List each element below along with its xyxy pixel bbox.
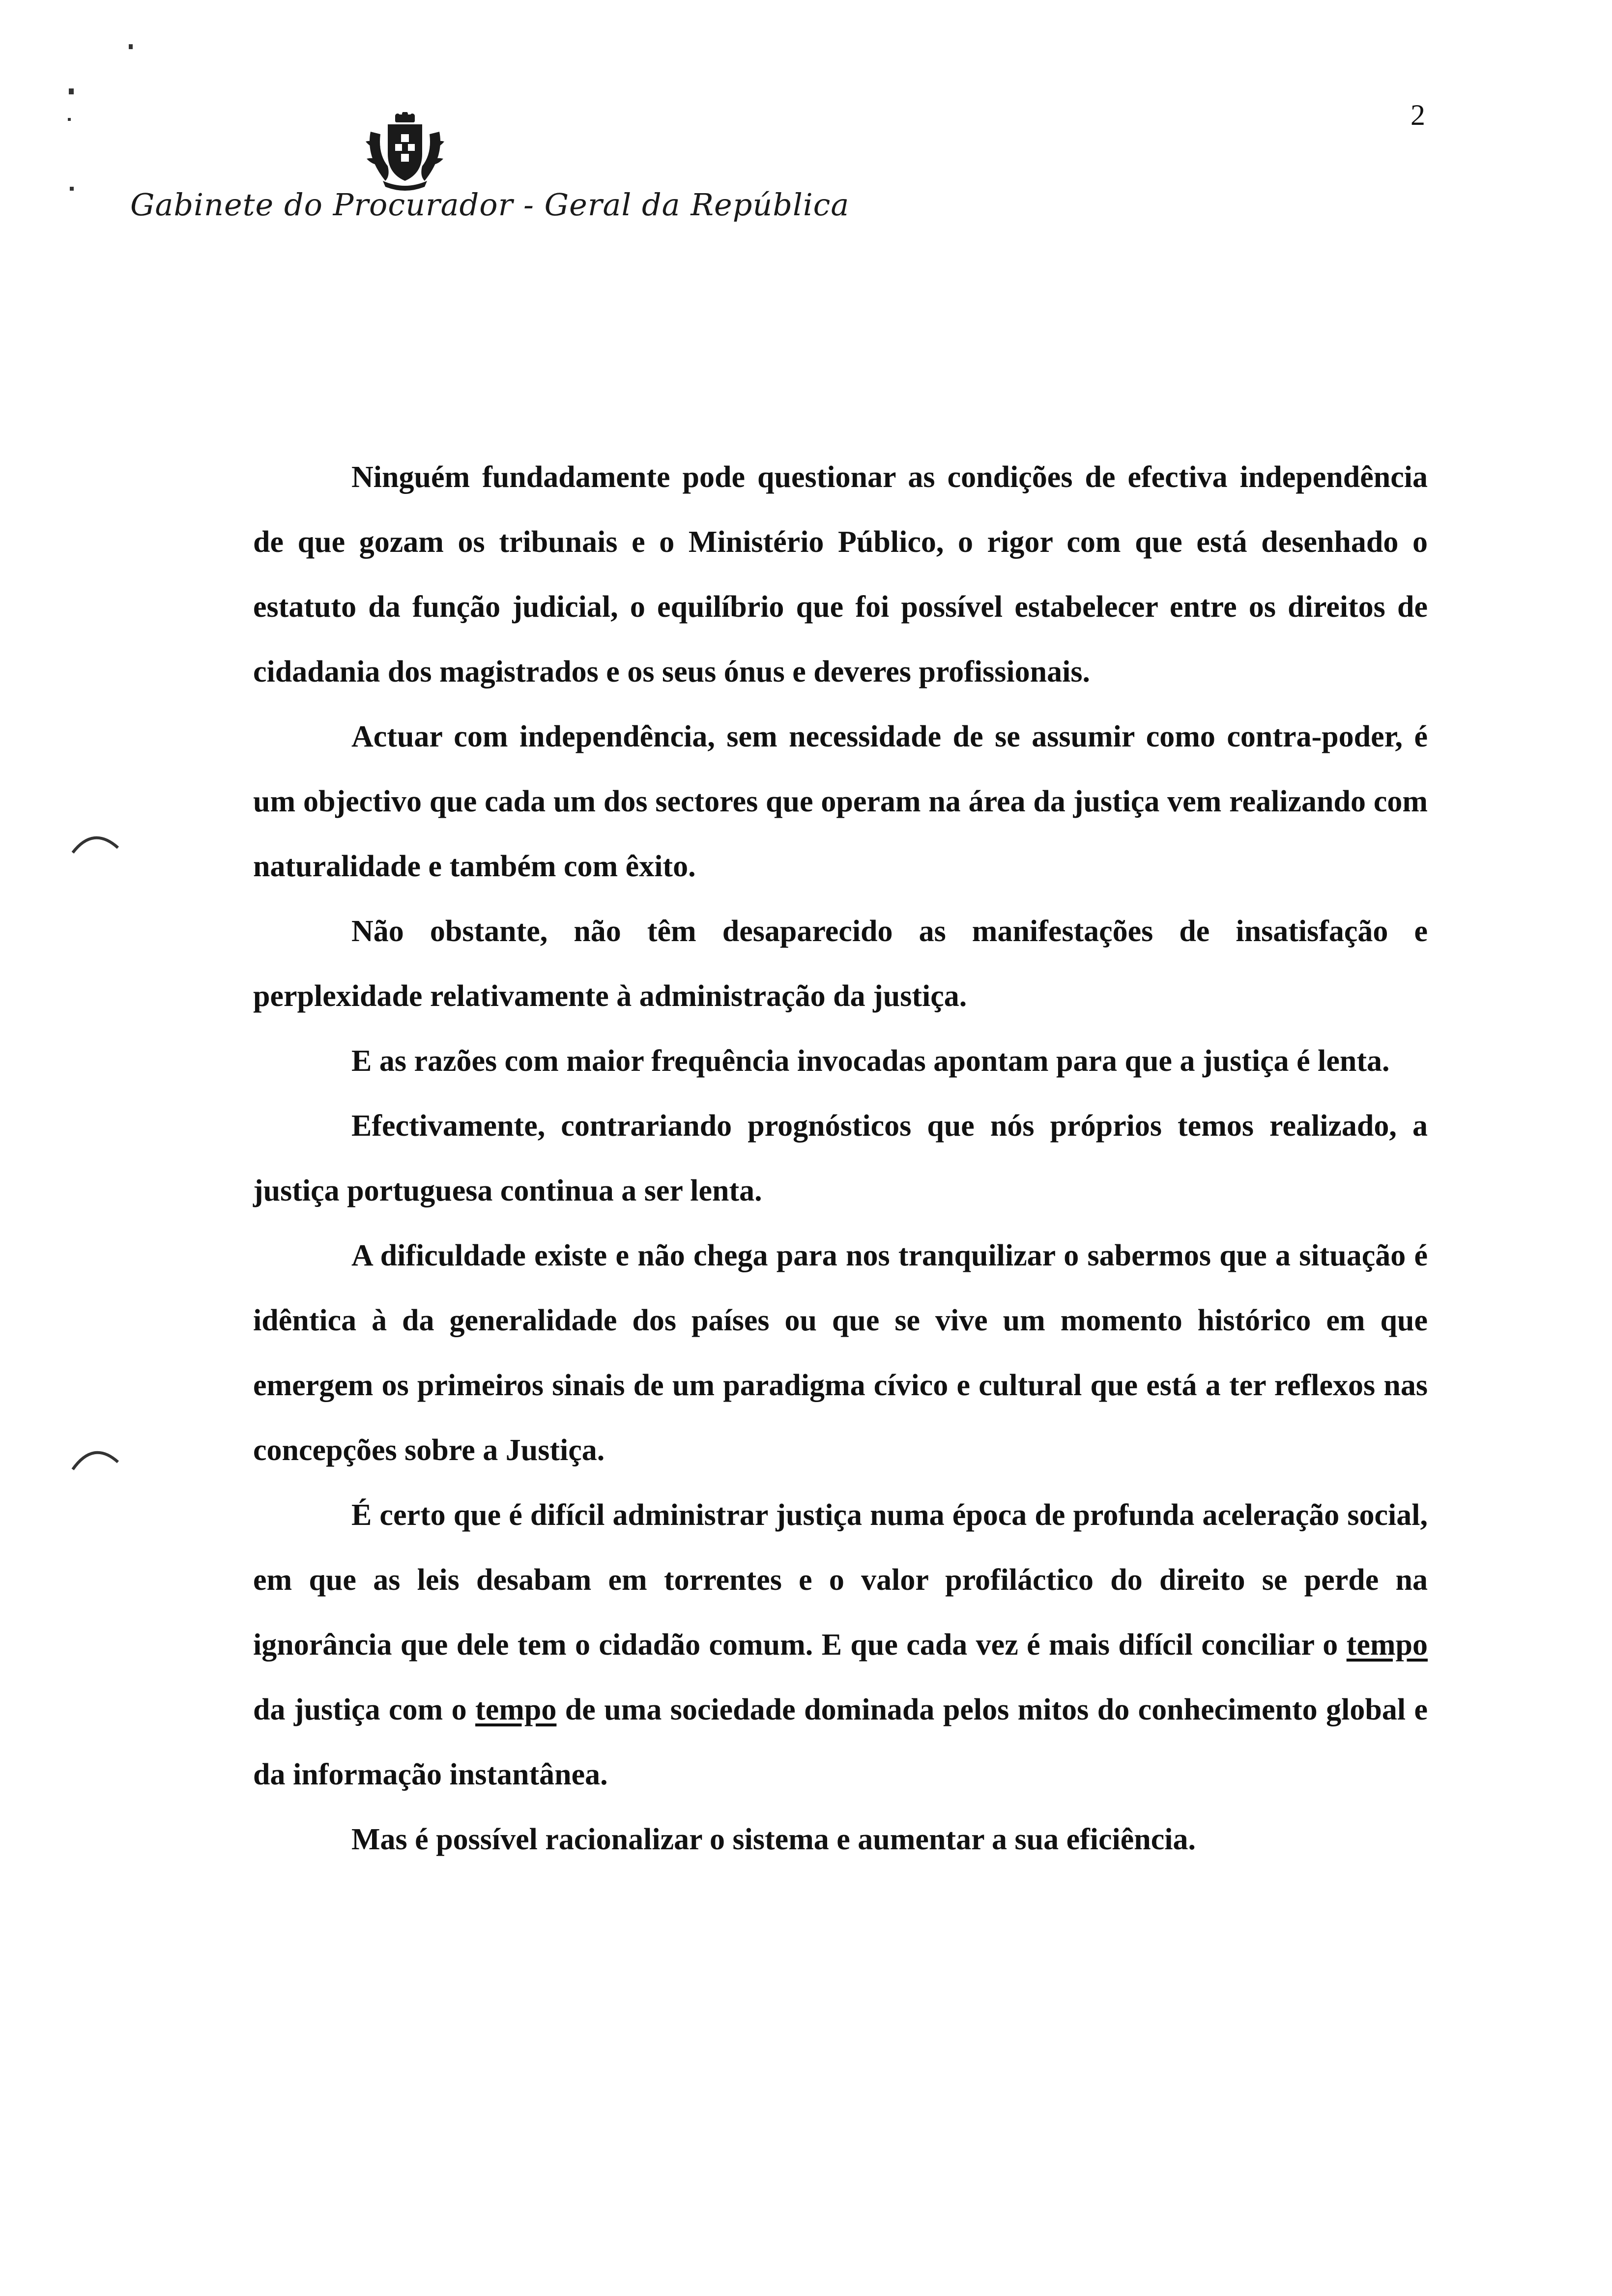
paragraph: Efectivamente, contrariando prognósticos que nós próprios temos realizado, a justiça portuguesa continua a ser lenta. (253, 1109, 1428, 1207)
paragraph: E as razões com maior frequência invocadas apontam para que a justiça é lenta. (351, 1044, 1390, 1078)
paragraph-text: de uma sociedade dominada pelos mitos do conhecimento global e da informação instantânea. (253, 1693, 1428, 1791)
document-body (253, 445, 1428, 1872)
scan-mark (69, 88, 74, 94)
paragraph: Ninguém fundadamente pode questionar as condições de efectiva independência de que gozam os tribunais e o Ministério Público, o rigor com que está desenhado o estatuto da função judicial, o equilíbrio que foi possível estabelecer entre os direitos de cidadania dos magistrados e os seus ónus e deveres profissionais. (253, 460, 1428, 689)
paragraph-text: É certo que é difícil administrar justiça numa época de profunda aceleração social, em que as leis desabam em torrentes e o valor profiláctico do direito se perde na ignorância que dele tem o cidadão comum. E que cada vez é mais difícil conciliar o (253, 1498, 1428, 1662)
paragraph-text: da justiça com o (253, 1693, 476, 1726)
coat-of-arms-icon (361, 112, 449, 191)
punch-hole-mark (69, 828, 123, 858)
paragraph: A dificuldade existe e não chega para nos tranquilizar o sabermos que a situação é idêntica à da generalidade dos países ou que se vive um momento histórico em que emergem os primeiros sinais de um paradigma cívico e cultural que está a ter reflexos nas concepções sobre a Justiça. (253, 1239, 1428, 1467)
page-number: 2 (1410, 99, 1425, 131)
paragraph: Mas é possível racionalizar o sistema e aumentar a sua eficiência. (351, 1823, 1196, 1856)
office-name: Gabinete do Procurador - Geral da República (130, 187, 850, 223)
paragraph: Actuar com independência, sem necessidade de se assumir como contra-poder, é um objectivo que cada um dos sectores que operam na área da justiça vem realizando com naturalidade e também com êxito. (253, 720, 1428, 883)
scan-mark (70, 187, 74, 191)
paragraph: Não obstante, não têm desaparecido as manifestações de insatisfação e perplexidade relativamente à administração da justiça. (253, 915, 1428, 1013)
scan-mark (129, 44, 133, 49)
scan-mark (68, 118, 71, 121)
underlined-word: tempo (475, 1693, 557, 1726)
punch-hole-mark (69, 1442, 123, 1472)
underlined-word: tempo (1346, 1628, 1428, 1662)
paragraph (253, 1483, 1428, 1807)
